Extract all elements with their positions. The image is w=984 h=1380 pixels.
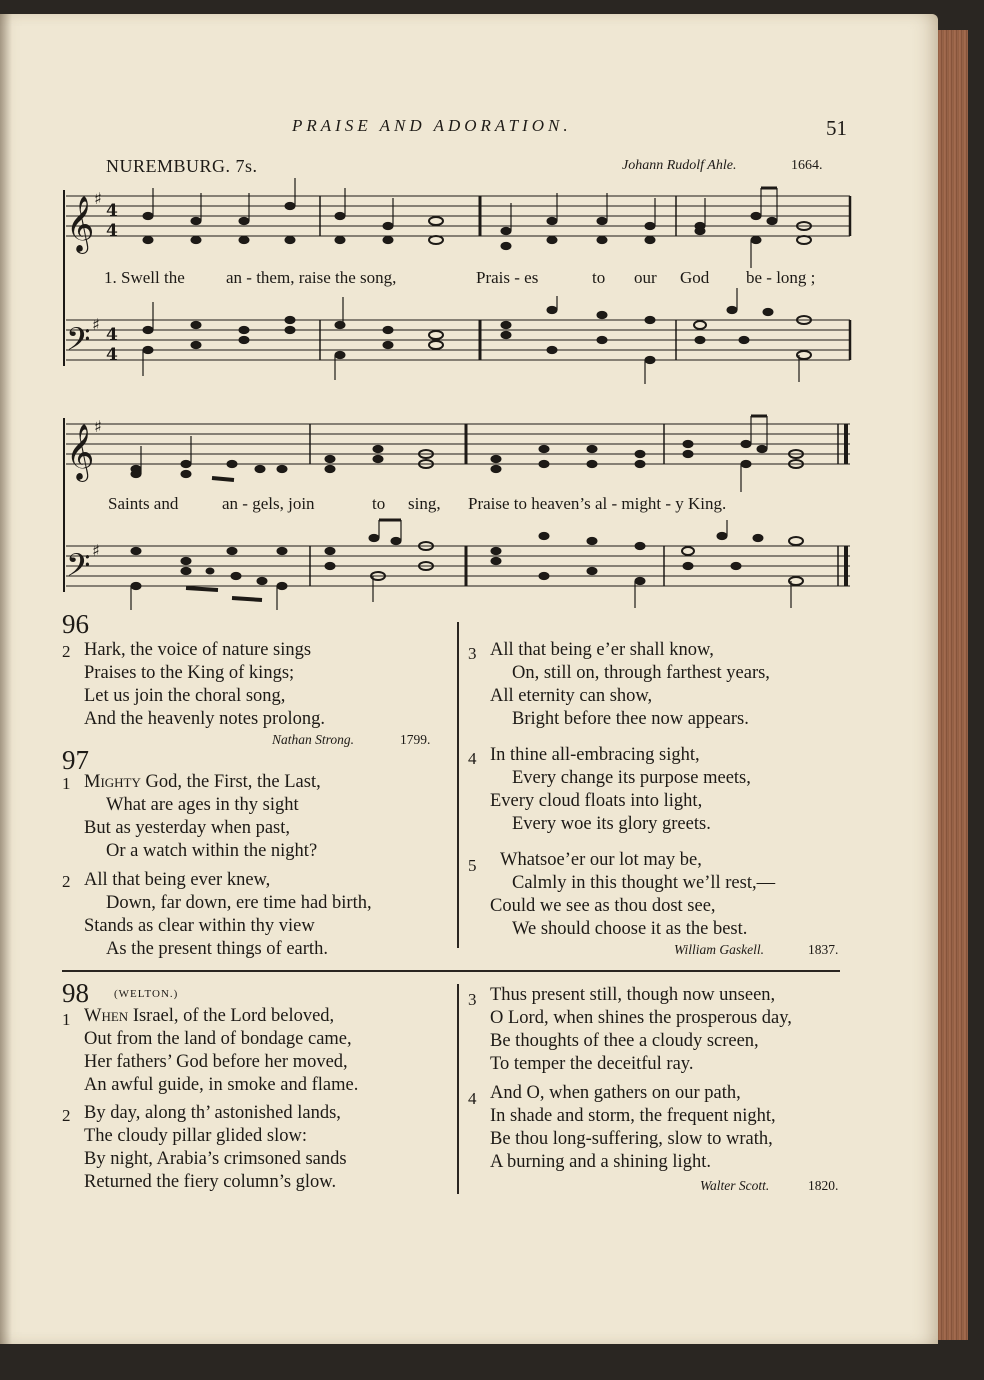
svg-text:𝄢: 𝄢	[66, 547, 91, 591]
verse-number: 3	[468, 644, 477, 663]
barlines	[64, 190, 850, 592]
verse-line: Down, far down, ere time had birth,	[106, 893, 372, 913]
verse-line: Every change its purpose meets,	[512, 768, 751, 788]
running-header: PRAISE AND ADORATION.	[292, 116, 572, 135]
verse-number: 4	[468, 1089, 477, 1108]
lyric-row1-seg4: to	[592, 268, 606, 287]
column-divider-upper	[457, 622, 459, 948]
verse-number: 2	[62, 642, 71, 661]
verse-line: As the present things of earth.	[106, 939, 328, 959]
verse-line	[84, 1006, 334, 1027]
verse-line: Or a watch within the night?	[106, 841, 318, 861]
verse-number: 5	[468, 856, 477, 875]
verse-number: 2	[62, 1106, 71, 1125]
tune-name: NUREMBURG. 7s.	[106, 156, 258, 176]
svg-text:𝄢: 𝄢	[66, 321, 91, 365]
lyric-row2-seg4: sing,	[408, 494, 441, 513]
svg-text:♯: ♯	[94, 417, 102, 436]
lyric-row2-seg2: an - gels, join	[222, 494, 315, 513]
lyric-row1-seg2: an - them, raise the song,	[226, 268, 397, 287]
page-number: 51	[826, 116, 847, 140]
verse-line: But as yesterday when past,	[84, 818, 291, 838]
verse-line: All that being ever knew,	[84, 870, 271, 890]
verse-line: Every cloud floats into light,	[490, 791, 703, 811]
section-rule	[62, 970, 840, 972]
svg-text:4: 4	[106, 345, 118, 365]
composer-year: 1664.	[791, 158, 823, 173]
verse-number: 3	[468, 990, 477, 1009]
verse-line: Praises to the King of kings;	[84, 663, 295, 683]
verse-line: Could we see as thou dost see,	[490, 896, 716, 916]
svg-text:♯: ♯	[92, 315, 100, 334]
lyric-row1-seg6: God	[680, 268, 710, 287]
svg-text:𝄞: 𝄞	[66, 424, 95, 480]
svg-text:𝄞: 𝄞	[66, 196, 95, 252]
svg-text:4: 4	[106, 201, 118, 221]
author-year: 1799.	[400, 732, 431, 747]
verse-number: 1	[62, 774, 71, 793]
verse-line: And the heavenly notes prolong.	[84, 709, 325, 729]
lead-line-rest: Israel, of the Lord beloved,	[128, 1006, 335, 1026]
verse-line: Every woe its glory greets.	[512, 814, 711, 834]
verse-line: Whatsoe’er our lot may be,	[500, 850, 702, 870]
author-year: 1837.	[808, 942, 839, 957]
verse-line: By day, along th’ astonished lands,	[84, 1103, 341, 1123]
verse-line: Her fathers’ God before her moved,	[84, 1052, 348, 1072]
verse-number: 2	[62, 872, 71, 891]
tune-tag: (WELTON.)	[114, 988, 179, 1000]
lyric-row2-seg3: to	[372, 494, 386, 513]
verse-line: We should choose it as the best.	[512, 919, 748, 939]
svg-text:4: 4	[106, 325, 118, 345]
verse-line: In thine all-embracing sight,	[490, 745, 700, 765]
verse-line: In shade and storm, the frequent night,	[490, 1106, 776, 1126]
hymn-number-97: 97	[62, 745, 89, 775]
hymn-number-98: 98	[62, 978, 89, 1008]
verse-line: Stands as clear within thy view	[84, 916, 315, 936]
verse-line	[84, 772, 321, 793]
verse-line: Hark, the voice of nature sings	[84, 640, 312, 660]
music-score	[0, 0, 984, 620]
noteheads	[131, 202, 811, 589]
verse-line: Let us join the choral song,	[84, 686, 286, 706]
author: William Gaskell.	[674, 942, 764, 957]
verse-line: What are ages in thy sight	[106, 795, 299, 815]
author-year: 1820.	[808, 1178, 839, 1193]
lead-line-rest: God, the First, the Last,	[140, 772, 321, 792]
author: Walter Scott.	[700, 1178, 770, 1193]
verse-line: All eternity can show,	[490, 686, 653, 706]
verse-number: 4	[468, 749, 477, 768]
author: Nathan Strong.	[272, 732, 355, 747]
verse-line: All that being e’er shall know,	[490, 640, 714, 660]
verse-number: 1	[62, 1010, 71, 1029]
staff-lines	[66, 196, 850, 586]
lyric-row1-seg3: Prais - es	[476, 268, 539, 287]
verse-line: And O, when gathers on our path,	[490, 1083, 741, 1103]
verse-line: A burning and a shining light.	[490, 1152, 711, 1172]
verse-line: Bright before thee now appears.	[512, 709, 749, 729]
composer: Johann Rudolf Ahle.	[622, 158, 737, 173]
verse-line: Thus present still, though now unseen,	[490, 985, 776, 1005]
verse-line: O Lord, when shines the prosperous day,	[490, 1008, 792, 1028]
verse-line: Calmly in this thought we’ll rest,—	[512, 873, 776, 893]
verse-line: Returned the fiery column’s glow.	[84, 1172, 337, 1192]
note-stems	[131, 178, 799, 610]
column-divider-lower	[457, 984, 459, 1194]
verse-line: Be thoughts of thee a cloudy screen,	[490, 1031, 759, 1051]
svg-text:♯: ♯	[92, 541, 100, 560]
verse-line: Be thou long-suffering, slow to wrath,	[490, 1129, 773, 1149]
verse-line: An awful guide, in smoke and flame.	[84, 1075, 359, 1095]
lyric-row1-seg5: our	[634, 268, 657, 287]
verse-line: To temper the deceitful ray.	[490, 1054, 694, 1074]
hymn-number-96: 96	[62, 609, 89, 639]
lyric-row1-seg7: be - long ;	[746, 268, 816, 287]
lyric-row2-seg1: Saints and	[108, 494, 179, 513]
lyric-row2-seg5: Praise to heaven’s al - might - y King.	[468, 494, 727, 513]
verse-line: On, still on, through farthest years,	[512, 663, 770, 683]
svg-text:♯: ♯	[94, 189, 102, 208]
lead-word: When	[84, 1006, 129, 1026]
lead-word: Mighty	[84, 772, 141, 792]
svg-text:4: 4	[106, 221, 118, 241]
verse-line: By night, Arabia’s crimsoned sands	[84, 1149, 347, 1169]
verse-line: The cloudy pillar glided slow:	[84, 1126, 307, 1146]
clefs	[66, 189, 118, 591]
lyric-row1-seg1: 1. Swell the	[104, 268, 185, 287]
verse-line: Out from the land of bondage came,	[84, 1029, 352, 1049]
